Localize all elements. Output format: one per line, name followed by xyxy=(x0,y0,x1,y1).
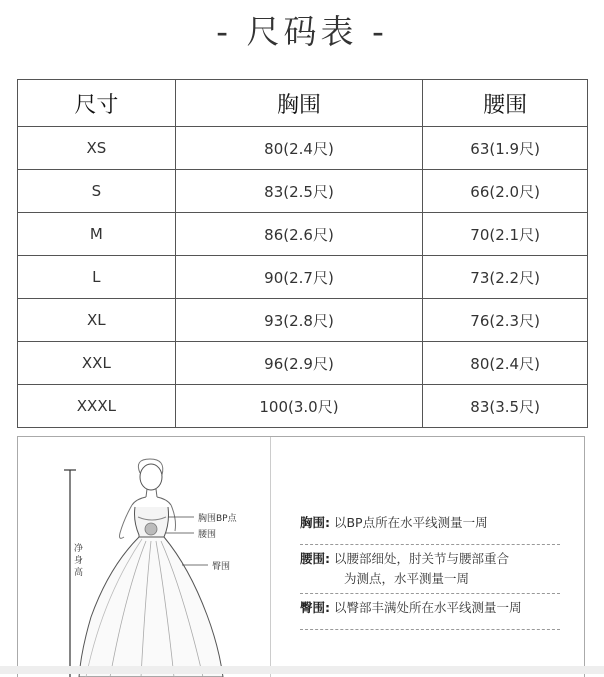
dashed-separator xyxy=(300,629,560,630)
table-row xyxy=(18,256,588,299)
size-table xyxy=(17,79,588,428)
cell-bust: 100(3.0尺) xyxy=(175,385,423,428)
cell-waist: 83(3.5尺) xyxy=(423,385,588,428)
cell-waist: 76(2.3尺) xyxy=(423,299,588,342)
cell-bust: 93(2.8尺) xyxy=(175,299,423,342)
cell-size: L xyxy=(18,256,176,299)
cell-size: S xyxy=(18,170,176,213)
dashed-separator xyxy=(300,544,560,545)
cell-bust: 80(2.4尺) xyxy=(175,127,423,170)
table-row xyxy=(18,342,588,385)
cell-bust: 90(2.7尺) xyxy=(175,256,423,299)
cell-size: XXL xyxy=(18,342,176,385)
cell-waist: 63(1.9尺) xyxy=(423,127,588,170)
cell-waist: 70(2.1尺) xyxy=(423,213,588,256)
hip-text: 以臀部丰满处所在水平线测量一周 xyxy=(333,600,522,615)
hip-term: 臀围: xyxy=(300,600,330,615)
cell-size: XS xyxy=(18,127,176,170)
table-header-row xyxy=(18,80,588,127)
hip-instruction xyxy=(300,598,522,618)
page-title: - 尺码表 - xyxy=(216,12,388,51)
header-waist: 腰围 xyxy=(423,80,588,127)
table-row xyxy=(18,299,588,342)
cell-size: M xyxy=(18,213,176,256)
waist-label: 腰围 xyxy=(198,530,217,540)
height-label: 净身高 xyxy=(74,544,84,578)
table-row xyxy=(18,213,588,256)
waist-text: 以腰部细处，肘关节与腰部重合 xyxy=(333,551,509,566)
cell-waist: 66(2.0尺) xyxy=(423,170,588,213)
header-bust: 胸围 xyxy=(175,80,423,127)
cell-bust: 96(2.9尺) xyxy=(175,342,423,385)
bust-text: 以BP点所在水平线测量一周 xyxy=(333,515,488,530)
waist-instruction xyxy=(300,549,509,589)
bust-label: 胸围BP点 xyxy=(198,514,237,524)
cell-waist: 80(2.4尺) xyxy=(423,342,588,385)
table-row xyxy=(18,170,588,213)
waist-term: 腰围: xyxy=(300,551,330,566)
cell-size: XXXL xyxy=(18,385,176,428)
table-row xyxy=(18,127,588,170)
cell-bust: 86(2.6尺) xyxy=(175,213,423,256)
measurement-guide xyxy=(17,436,585,677)
cell-bust: 83(2.5尺) xyxy=(175,170,423,213)
hip-label: 臀围 xyxy=(212,562,231,572)
cell-waist: 73(2.2尺) xyxy=(423,256,588,299)
table-row xyxy=(18,385,588,428)
dashed-separator xyxy=(300,593,560,594)
header-size: 尺寸 xyxy=(18,80,176,127)
bottom-strip xyxy=(0,666,604,674)
bust-instruction xyxy=(300,513,488,533)
dress-figure-illustration xyxy=(18,437,270,677)
section-divider xyxy=(270,437,271,677)
bust-term: 胸围: xyxy=(300,515,330,530)
waist-text-cont: 为测点，水平测量一周 xyxy=(344,571,470,586)
cell-size: XL xyxy=(18,299,176,342)
